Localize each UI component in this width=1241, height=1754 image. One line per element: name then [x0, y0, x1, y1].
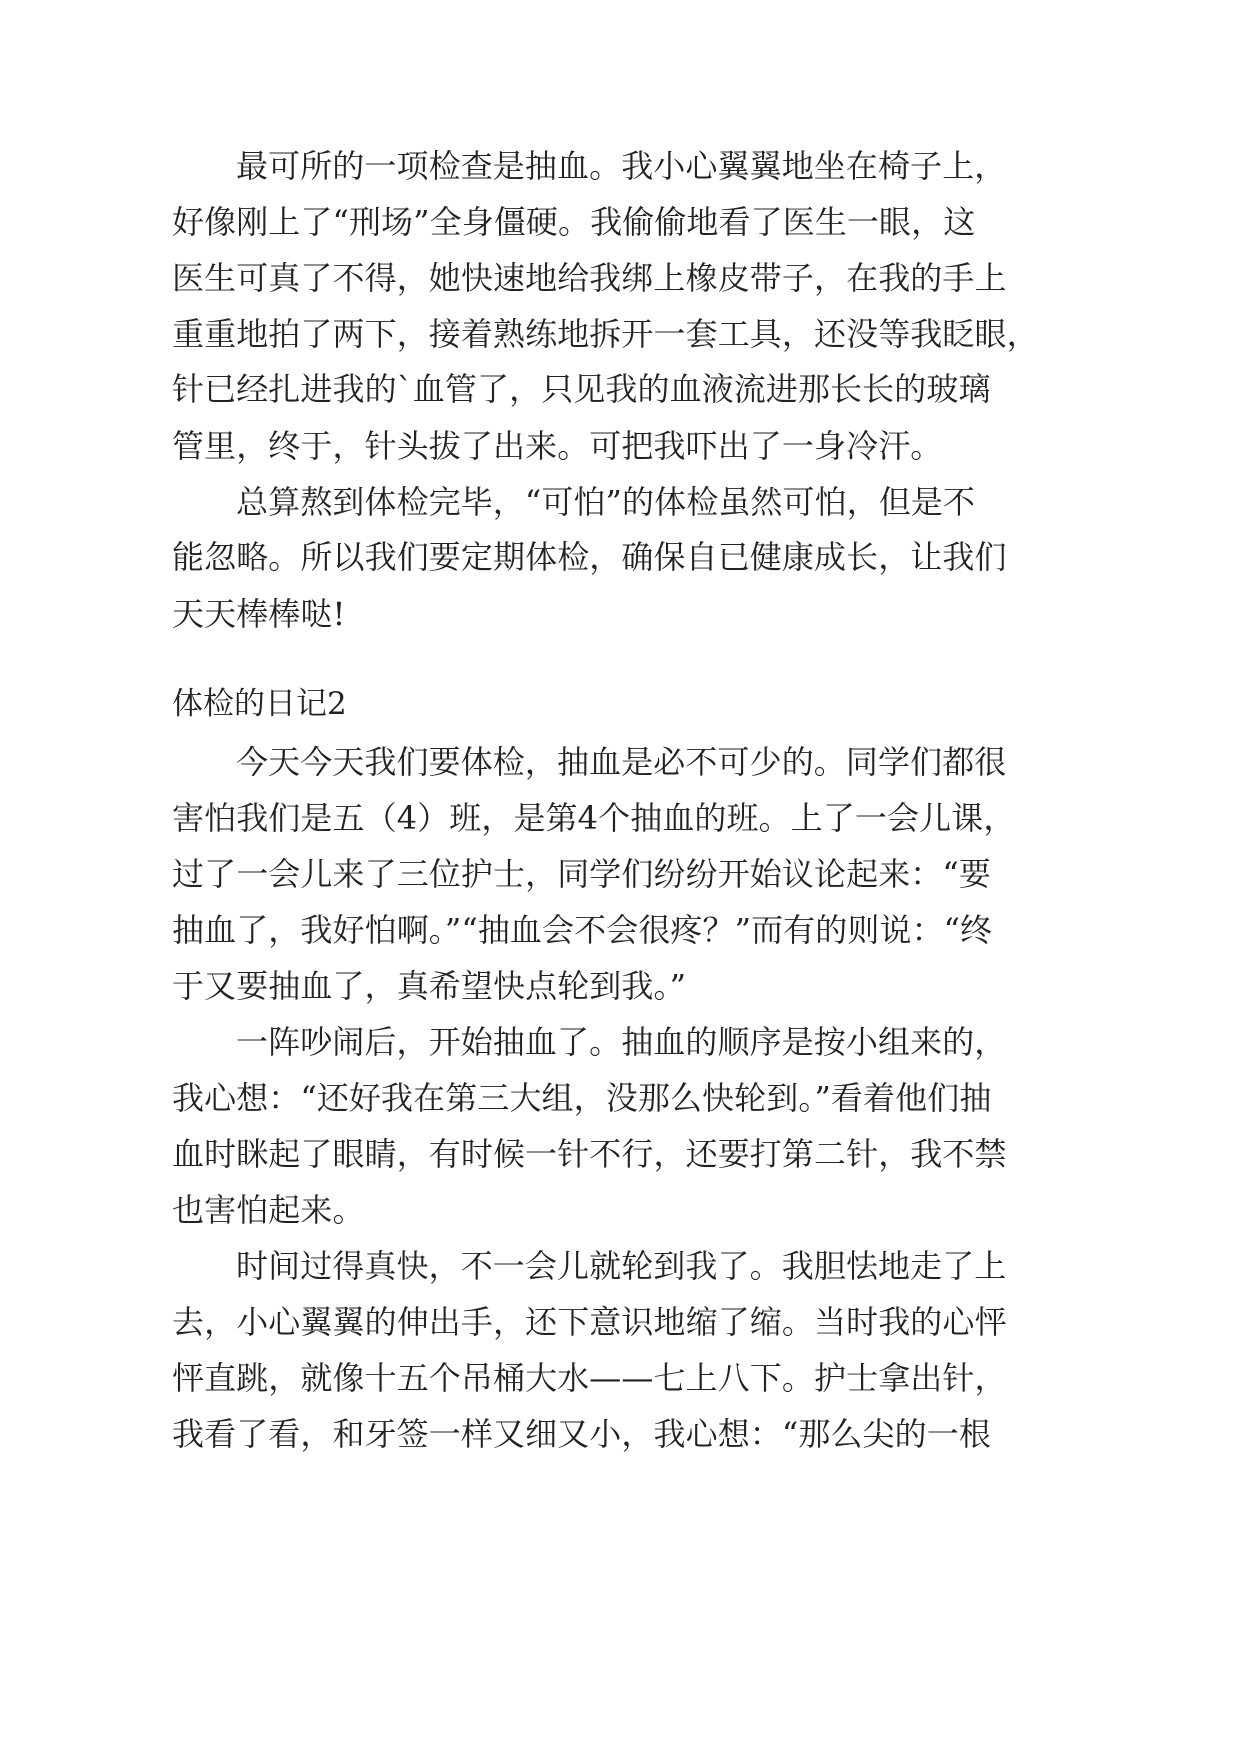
paragraph-3-line-2: 害怕我们是五（4）班，是第4个抽血的班。上了一会儿课， [172, 799, 1016, 837]
paragraph-4-line-1: 一阵吵闹后，开始抽血了。抽血的顺序是按小组来的， [236, 1023, 1007, 1061]
paragraph-1-line-6: 管里，终于，针头拔了出来。可把我吓出了一身冷汗。 [172, 427, 943, 465]
paragraph-5-line-4: 我看了看，和牙签一样又细又小，我心想：“那么尖的一根 [172, 1415, 991, 1453]
paragraph-3-line-4: 抽血了，我好怕啊。”“抽血会不会很疼？”而有的则说：“终 [172, 911, 993, 949]
paragraph-4-line-4: 也害怕起来。 [172, 1191, 365, 1229]
paragraph-2-line-2: 能忽略。所以我们要定期体检，确保自已健康成长，让我们 [172, 538, 1007, 576]
paragraph-5-line-1: 时间过得真快，不一会儿就轮到我了。我胆怯地走了上 [236, 1247, 1007, 1285]
section-title: 体检的日记2 [172, 686, 347, 722]
paragraph-5-line-3: 怦直跳，就像十五个吊桶大水——七上八下。护士拿出针， [172, 1359, 1007, 1397]
paragraph-1-line-4: 重重地拍了两下，接着熟练地拆开一套工具，还没等我眨眼， [172, 315, 1039, 353]
paragraph-4-line-3: 血时眯起了眼睛，有时候一针不行，还要打第二针，我不禁 [172, 1135, 1007, 1173]
paragraph-1-line-2: 好像刚上了“刑场”全身僵硬。我偷偷地看了医生一眼，这 [172, 203, 976, 241]
paragraph-5-line-2: 去，小心翼翼的伸出手，还下意识地缩了缩。当时我的心怦 [172, 1303, 1007, 1341]
paragraph-3-line-1: 今天今天我们要体检，抽血是必不可少的。同学们都很 [236, 743, 1007, 781]
paragraph-1-line-1: 最可所的一项检查是抽血。我小心翼翼地坐在椅子上， [236, 147, 1007, 185]
paragraph-2-line-1: 总算熬到体检完毕，“可怕”的体检虽然可怕，但是不 [236, 483, 976, 521]
paragraph-3-line-3: 过了一会儿来了三位护士，同学们纷纷开始议论起来：“要 [172, 855, 991, 893]
paragraph-1-line-5: 针已经扎进我的`血管了，只见我的血液流进那长长的玻璃 [172, 370, 991, 408]
paragraph-1-line-3: 医生可真了不得，她快速地给我绑上橡皮带子，在我的手上 [172, 259, 1007, 297]
paragraph-4-line-2: 我心想：“还好我在第三大组，没那么快轮到。”看着他们抽 [172, 1079, 992, 1117]
paragraph-3-line-5: 于又要抽血了，真希望快点轮到我。” [172, 967, 687, 1005]
paragraph-2-line-3: 天天棒棒哒! [172, 595, 346, 633]
